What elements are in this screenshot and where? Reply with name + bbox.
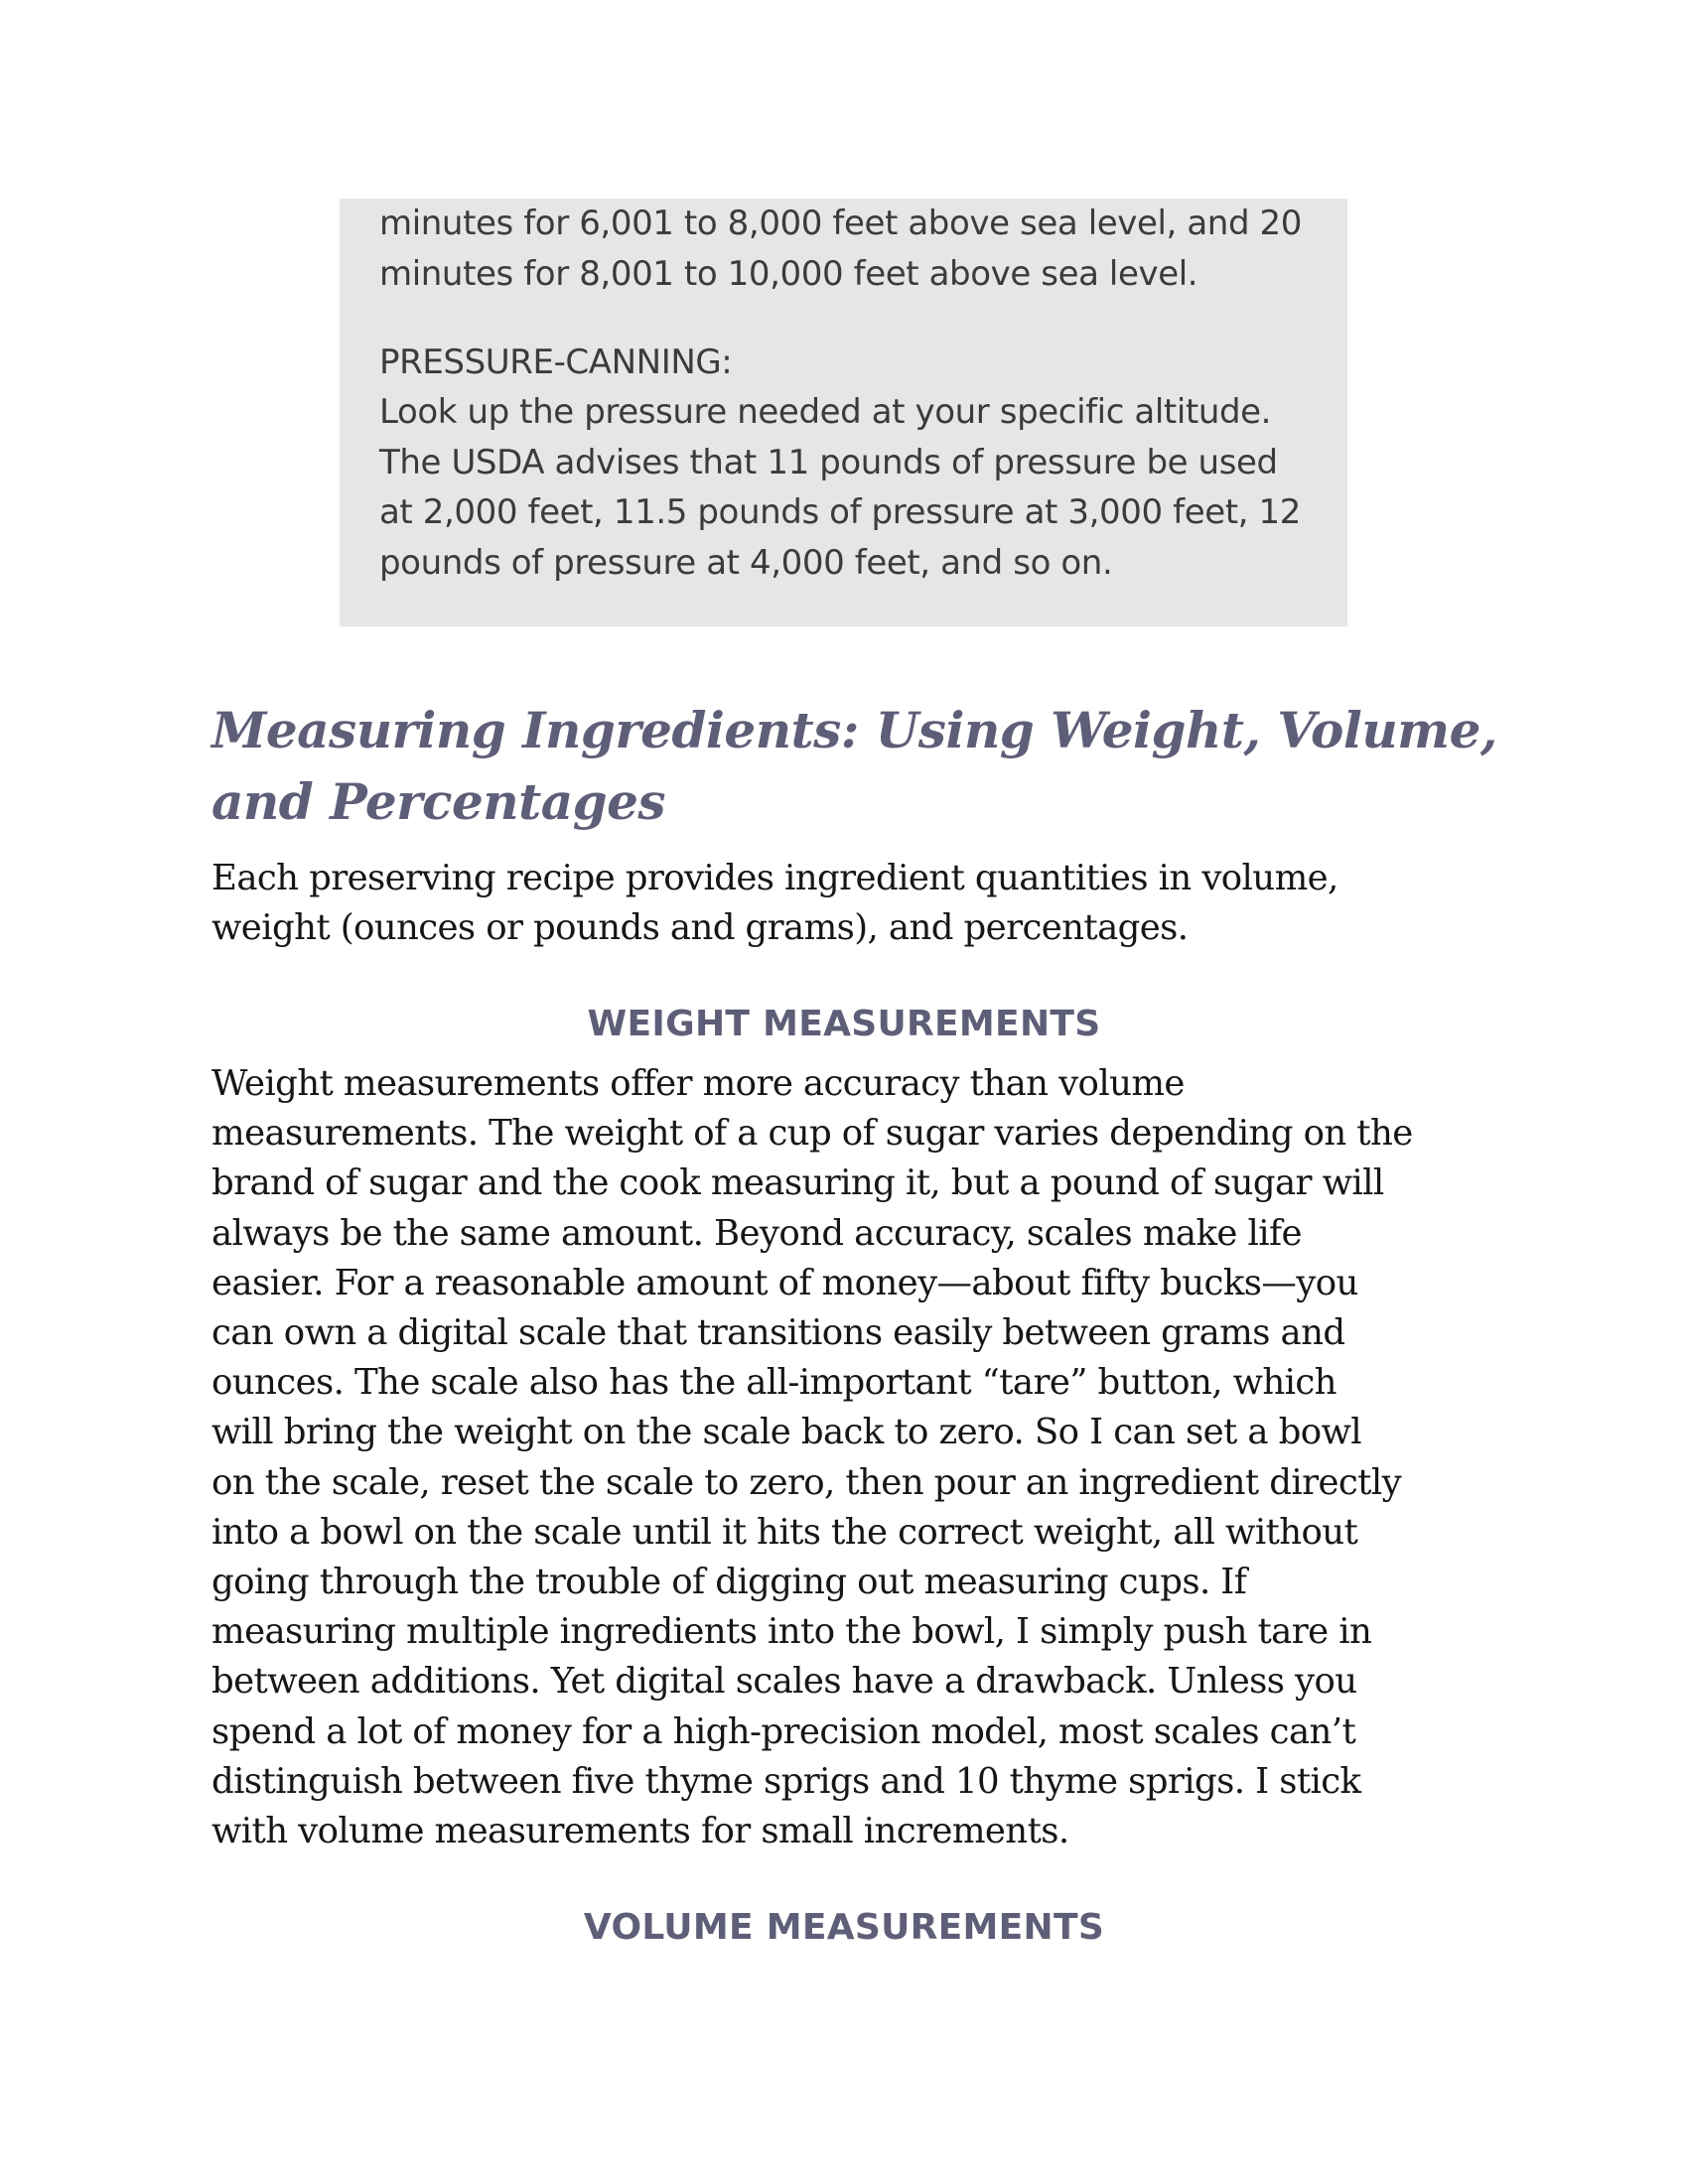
intro-line: weight (ounces or pounds and grams), and percentages.: [211, 907, 1189, 949]
weight-line: measuring multiple ingredients into the bowl, I simply push tare in: [211, 1611, 1372, 1653]
weight-line: with volume measurements for small increments.: [211, 1811, 1069, 1852]
weight-line: distinguish between five thyme sprigs and 10 thyme sprigs. I stick: [211, 1760, 1361, 1802]
sidebar-line: at 2,000 feet, 11.5 pounds of pressure at 3,000 feet, 12: [379, 492, 1301, 532]
sidebar-paragraph-boiling-times: [379, 199, 1323, 299]
weight-line: Weight measurements offer more accuracy than volume: [211, 1063, 1185, 1104]
weight-line: between additions. Yet digital scales have a drawback. Unless you: [211, 1661, 1357, 1703]
sidebar-line: minutes for 6,001 to 8,000 feet above sea level, and 20: [379, 204, 1303, 243]
weight-line: can own a digital scale that transitions easily between grams and: [211, 1312, 1345, 1354]
section-title-line: Measuring Ingredients: Using Weight, Volume,: [211, 701, 1497, 759]
weight-line: will bring the weight on the scale back to zero. So I can set a bowl: [211, 1412, 1362, 1453]
weight-line: ounces. The scale also has the all-important “tare” button, which: [211, 1362, 1336, 1404]
section-title-line: and Percentages: [211, 772, 666, 831]
weight-line: always be the same amount. Beyond accuracy, scales make life: [211, 1212, 1302, 1254]
sidebar-heading-pressure-canning: PRESSURE-CANNING:: [379, 342, 733, 382]
sidebar-line: The USDA advises that 11 pounds of pressure be used: [379, 442, 1278, 482]
weight-line: spend a lot of money for a high-precision model, most scales can’t: [211, 1710, 1356, 1752]
intro-line: Each preserving recipe provides ingredient quantities in volume,: [211, 858, 1338, 898]
weight-line: on the scale, reset the scale to zero, then pour an ingredient directly: [211, 1461, 1402, 1503]
sidebar-paragraph-pressure: [379, 387, 1323, 588]
sidebar-line: pounds of pressure at 4,000 feet, and so on.: [379, 542, 1113, 583]
sidebar-line: Look up the pressure needed at your specific altitude.: [379, 392, 1272, 432]
altitude-sidebar-box: [340, 199, 1347, 626]
intro-paragraph: [211, 854, 1502, 953]
weight-line: into a bowl on the scale until it hits the correct weight, all without: [211, 1511, 1358, 1553]
weight-line: measurements. The weight of a cup of sugar varies depending on the: [211, 1113, 1413, 1155]
weight-line: brand of sugar and the cook measuring it, but a pound of sugar will: [211, 1162, 1384, 1204]
weight-measurements-paragraph: [211, 1059, 1502, 1856]
weight-measurements-heading: WEIGHT MEASUREMENTS: [587, 1004, 1101, 1044]
weight-line: going through the trouble of digging out measuring cups. If: [211, 1562, 1247, 1603]
volume-measurements-heading: VOLUME MEASUREMENTS: [583, 1907, 1105, 1948]
weight-line: easier. For a reasonable amount of money—about fifty bucks—you: [211, 1262, 1358, 1303]
section-title: [211, 695, 1502, 838]
sidebar-line: minutes for 8,001 to 10,000 feet above sea level.: [379, 253, 1198, 294]
